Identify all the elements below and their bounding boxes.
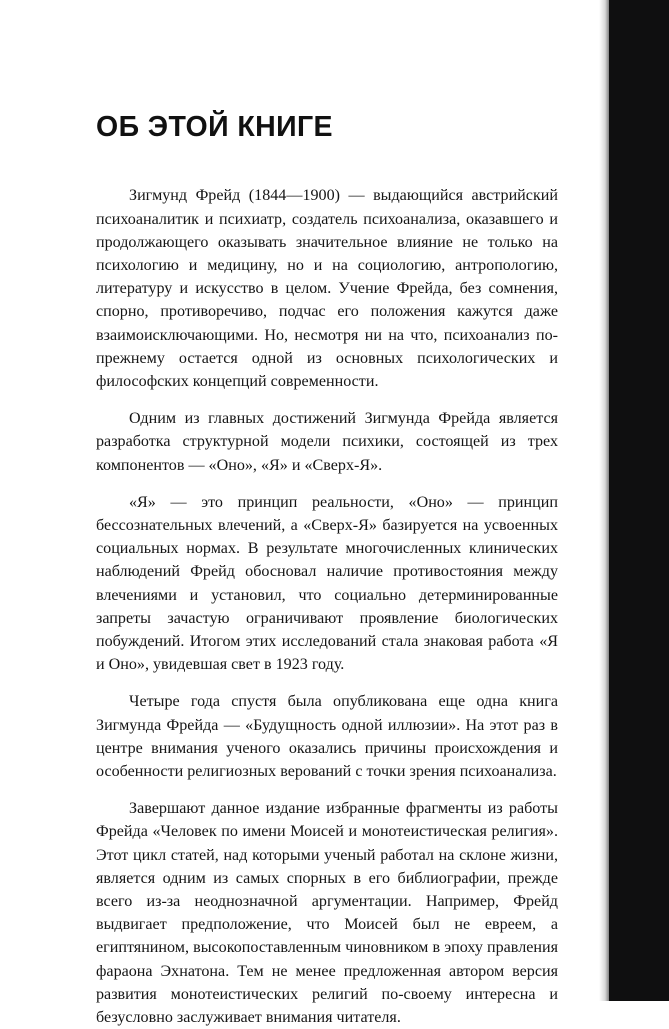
paragraph: Завершают данное издание избранные фрагменты из работы Фрейда «Человек по имени Моисей и монотеистическая религия». Этот цикл статей, над которыми ученый работал на склоне жизни, является одним из самых спорных в его библиографии, прежде всего из-за неоднозначной аргументации. Например, Фрейд выдвигает предположение, что Моисей был не евреем, а египтянином, высокопоставленным чиновником в эпоху правления фараона Эхнатона. Тем не менее предложенная автором версия развития монотеистических религий по-своему интересна и безусловно заслуживает внимания читателя. (96, 800, 558, 1027)
page-gutter-shadow (599, 0, 609, 1001)
paragraph: Зигмунд Фрейд (1844—1900) — выдающийся австрийский психоаналитик и психиатр, создатель психоанализа, оказавшего и продолжающего оказывать значительное влияние не только на психологию и медицину, но и на социологию, антропологию, литературу и искусство в целом. Учение Фрейда, без сомнения, спорно, противоречиво, подчас его положения кажутся даже взаимоисключающими. Но, несмотря ни на что, психоанализ по-прежнему остается одной из основных психологических и философских концепций современности. (96, 187, 558, 390)
body-text (96, 184, 558, 1029)
book-spine-edge (609, 0, 669, 1001)
paragraph: «Я» — это принцип реальности, «Оно» — принцип бессознательных влечений, а «Сверх-Я» базируется на усвоенных социальных нормах. В результате многочисленных клинических наблюдений Фрейд обосновал наличие противостояния между влечениями и установил, что социально детерминированные запреты зачастую ограничивают проявление биологических побуждений. Итогом этих исследований стала знаковая работа «Я и Оно», увидевшая свет в 1923 году. (96, 493, 558, 674)
paragraph: Одним из главных достижений Зигмунда Фрейда является разработка структурной модели психики, состоящей из трех компонентов — «Оно», «Я» и «Сверх-Я». (96, 410, 558, 474)
page-title: ОБ ЭТОЙ КНИГЕ (96, 111, 333, 143)
paragraph: Четыре года спустя была опубликована еще одна книга Зигмунда Фрейда — «Будущность одной иллюзии». На этот раз в центре внимания ученого оказались причины происхождения и особенности религиозных верований с точки зрения психоанализа. (96, 693, 558, 781)
page-content (96, 0, 558, 1027)
